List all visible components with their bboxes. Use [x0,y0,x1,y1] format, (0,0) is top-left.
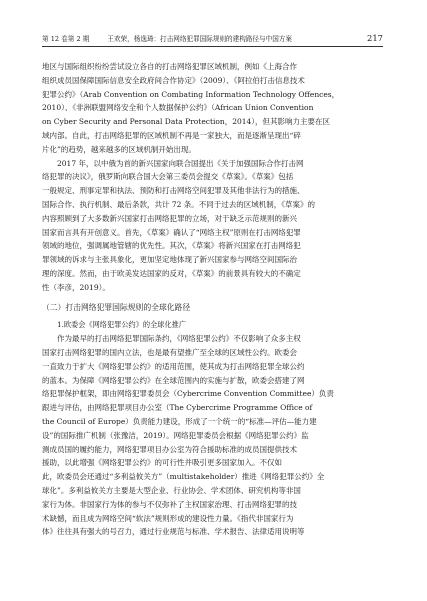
text-line: 的蓝本。为保障《网络犯罪公约》在全球范围内的实施与扩散，欧委会搭建了网 [42,375,305,385]
text-line: 域内部。自此，打击网络犯罪的区域机制不再是一家独大，而是逐渐呈现出“碎 [42,130,301,140]
paragraph-1 [42,60,383,157]
text-line: 地区与国际组织纷纷尝试设立各自的打击网络犯罪区域机制，例如《上海合作 [42,62,297,71]
text-line: 设”的国际推广机制（张豫洁，2019）。网络犯罪委员会根据《网络犯罪公约》监 [42,430,309,440]
text-line: 术缺憾，而且成为网络空间“软法”规则形成的建设性力量。《指代非国家行为 [42,513,294,523]
text-line: 片化”的趋势，越来越多的区域机制开始出现。 [42,144,196,154]
text-line: 罪领域的诉求与主张具象化，更加坚定地体现了新兴国家参与网络空间国际治 [42,255,297,265]
text-line: 作为最早的打击网络犯罪国际条约，《网络犯罪公约》不仅影响了众多主权 [57,334,301,344]
section-heading: （二）打击网络犯罪国际规则的全球化路径 [42,302,191,312]
volume-info: 第 12 卷第 2 期 [42,35,90,43]
running-header [42,34,383,44]
text-line: 2017 年，以中俄为首的新兴国家向联合国提出《关于加强国际合作打击网 [57,158,304,168]
text-line: the Council of Europe）负责能力建设，形成了一个统一的“标准—评估—能力建 [42,416,317,426]
paragraph-2 [42,157,383,295]
text-line: 体》往往具有强大的号召力，通过行业规范与标准、学术报告、法律适用说明等 [42,527,305,537]
text-line: 络犯罪的决议》，俄罗斯向联合国大会第三委员会提交《草案》。《草案》包括 [42,172,294,182]
text-line: 国家而言具有开创意义。首先，《草案》确认了“网络主权”原则在打击网络犯罪 [42,227,301,237]
text-line: 犯罪公约》（Arab Convention on Combating Information Technology Offences， [42,89,340,99]
page-number: 217 [367,33,383,43]
subsection-heading: 1.欧委会《网络犯罪公约》的全球化推广 [57,320,187,330]
text-line: 国际合作、执行机制、最后条款，共计 72 条。不同于过去的区域机制，《草案》的 [42,199,316,209]
text-line: 性（李彦，2019）。 [42,282,110,292]
running-title: 王欢荣，杨逸琦：打击网络犯罪国际规则的建构路径与中国方案 [107,35,292,43]
text-line: 2010）、《非洲联盟网络安全和个人数据保护公约》（African Union Convention [42,103,314,113]
header-rule [42,46,383,47]
text-line: 测成员国的履约能力，网络犯罪项目办公室为符合援助标准的成员国提供技术 [42,444,297,454]
text-line: 内容照顾到了大多数新兴国家打击网络犯罪的立场，对于缺乏示范规则的新兴 [42,213,297,223]
text-line: 一直致力于扩大《网络犯罪公约》的适用范围，使其成为打击网络犯罪全球公约 [42,361,305,371]
text-line: 络犯罪保护框架，即由网络犯罪委员会（Cybercrime Convention Committee）负责 [42,389,334,399]
text-line: 援助，以此增强《网络犯罪公约》的可行性并吸引更多国家加入。不仅如 [42,458,282,468]
body-text [42,60,383,539]
text-line: 此，欧委员会还通过“多利益攸关方”（multistakeholder）推进《网络犯罪公约》全 [42,472,325,482]
text-line: 国家打击网络犯罪的国内立法，也是最有望推广至全球的区域性公约。欧委会 [42,347,297,357]
text-line: 组织成员国保障国际信息安全政府间合作协定》（2009）、《阿拉伯打击信息技术 [42,75,305,85]
text-line: 领域的地位，强调属地管辖的优先性。其次，《草案》将新兴国家在打击网络犯 [42,241,301,251]
text-line: 理的深度。然而，由于欧美发达国家的反对，《草案》的前景具有较大的不确定 [42,268,301,278]
paragraph-3 [42,332,383,539]
text-line: 家行为体。非国家行为体的参与不仅弥补了主权国家治理、打击网络犯罪的技 [42,499,297,509]
text-line: 一般规定、刑事定罪和执法、预防和打击网络空间犯罪及其他非法行为的措施、 [42,186,305,196]
text-line: 跟进与评估，由网络犯罪项目办公室（The Cybercrime Programme Office of [42,403,313,413]
text-line: on Cyber Security and Personal Data Protection，2014），但其影响力主要在区 [42,117,331,127]
text-line: 球化”。多利益攸关方主要是大型企业、行业协会、学术团体、研究机构等非国 [42,485,301,495]
